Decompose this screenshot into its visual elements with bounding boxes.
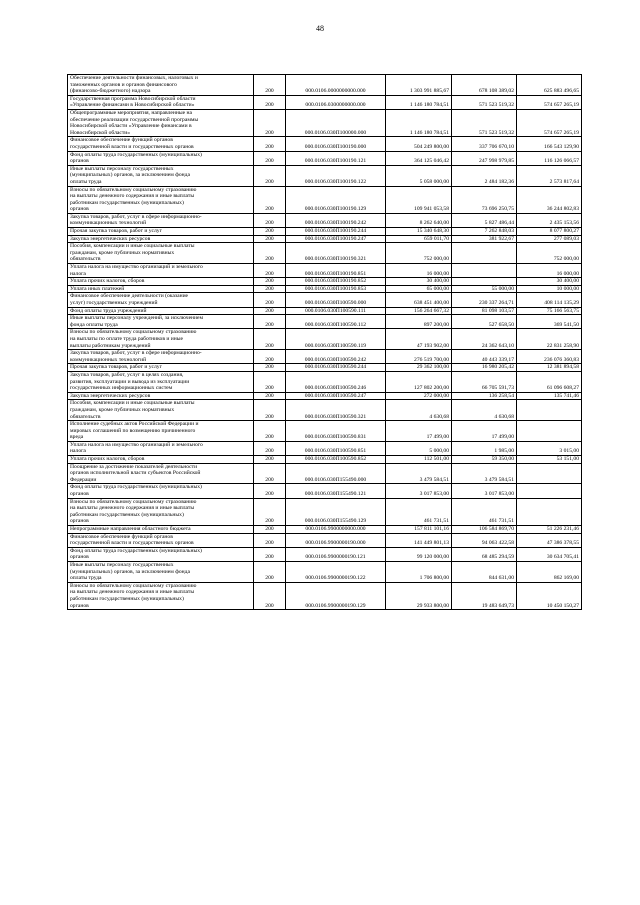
- row-name-cell: Взносы по обязательному социальному страхованию на выплаты денежного содержания и иные выплаты работникам государственных (муниципальных) органов: [68, 186, 254, 213]
- row-unexecuted-cell: 862 169,00: [517, 561, 582, 582]
- table-row: [68, 329, 582, 350]
- row-executed-cell: 337 706 670,10: [452, 137, 517, 151]
- row-unexecuted-cell: 116 126 066,57: [517, 151, 582, 165]
- row-name-cell: Финансовое обеспечение функций органов государственной власти и государственных органов: [68, 533, 254, 547]
- row-approved-cell: 1 303 991 885,67: [386, 75, 452, 96]
- row-unexecuted-cell: 47 386 378,55: [517, 533, 582, 547]
- page-number: 48: [316, 24, 324, 33]
- row-name-cell: Фонд оплаты труда учреждений: [68, 307, 254, 315]
- row-unexecuted-cell: 408 114 135,29: [517, 293, 582, 307]
- table-row: [68, 109, 582, 136]
- row-code-cell: 200: [254, 441, 286, 455]
- row-classification-cell: 000.0106.0300000000.000: [286, 95, 386, 109]
- row-classification-cell: 000.0106.030П100590.831: [286, 421, 386, 442]
- row-executed-cell: 17 499,00: [452, 421, 517, 442]
- row-code-cell: 200: [254, 484, 286, 498]
- row-executed-cell: 19 483 649,73: [452, 582, 517, 609]
- row-classification-cell: 000.0106.030П100190.853: [286, 285, 386, 293]
- table-row: [68, 165, 582, 186]
- row-unexecuted-cell: [517, 463, 582, 484]
- row-executed-cell: 24 362 643,10: [452, 329, 517, 350]
- row-classification-cell: 000.0106.030П100590.242: [286, 350, 386, 364]
- row-approved-cell: 1 146 180 784,51: [386, 109, 452, 136]
- table-row: [68, 463, 582, 484]
- row-unexecuted-cell: 30 400,00: [517, 278, 582, 286]
- table-row: [68, 371, 582, 392]
- row-executed-cell: 136 258,54: [452, 392, 517, 400]
- row-executed-cell: 5 827 486,44: [452, 213, 517, 227]
- row-approved-cell: 29 362 100,00: [386, 364, 452, 372]
- row-code-cell: 200: [254, 165, 286, 186]
- row-classification-cell: 000.0106.030П100190.242: [286, 213, 386, 227]
- row-approved-cell: 752 000,00: [386, 243, 452, 264]
- row-unexecuted-cell: 10 450 150,27: [517, 582, 582, 609]
- table-row: [68, 228, 582, 236]
- table-row: [68, 582, 582, 609]
- row-executed-cell: 81 098 103,57: [452, 307, 517, 315]
- table-row: [68, 75, 582, 96]
- row-code-cell: 200: [254, 456, 286, 464]
- row-classification-cell: 000.0106.030П100190.321: [286, 243, 386, 264]
- row-code-cell: 200: [254, 329, 286, 350]
- row-approved-cell: 65 000,00: [386, 285, 452, 293]
- row-name-cell: Общепрограммные мероприятия, направленные на обеспечение реализации государственной программы Новосибирской области «Управление финансами в Новосибирской области»: [68, 109, 254, 136]
- row-name-cell: Исполнение судебных актов Российской Федерации и мировых соглашений по возмещению причиненного вреда: [68, 421, 254, 442]
- row-unexecuted-cell: 16 000,00: [517, 264, 582, 278]
- row-executed-cell: 1 985,00: [452, 441, 517, 455]
- row-name-cell: Прочая закупка товаров, работ и услуг: [68, 228, 254, 236]
- row-classification-cell: 000.0106.030П100190.852: [286, 278, 386, 286]
- row-executed-cell: 4 630,68: [452, 400, 517, 421]
- row-code-cell: 200: [254, 547, 286, 561]
- row-executed-cell: 678 108 389,02: [452, 75, 517, 96]
- row-name-cell: Закупка энергетических ресурсов: [68, 235, 254, 243]
- row-unexecuted-cell: 30 634 705,41: [517, 547, 582, 561]
- row-unexecuted-cell: 574 657 265,19: [517, 109, 582, 136]
- row-code-cell: 200: [254, 186, 286, 213]
- table-row: [68, 392, 582, 400]
- row-unexecuted-cell: 8 077 800,27: [517, 228, 582, 236]
- row-code-cell: 200: [254, 285, 286, 293]
- row-executed-cell: 230 337 264,71: [452, 293, 517, 307]
- row-unexecuted-cell: 369 541,50: [517, 315, 582, 329]
- row-name-cell: Взносы по обязательному социальному страхованию на выплаты денежного содержания и иные выплаты работникам государственных (муниципальных) органов: [68, 498, 254, 525]
- row-name-cell: Уплата прочих налогов, сборов: [68, 456, 254, 464]
- row-classification-cell: 000.0106.030П100590.111: [286, 307, 386, 315]
- row-unexecuted-cell: 61 096 608,27: [517, 371, 582, 392]
- row-unexecuted-cell: 2 435 153,56: [517, 213, 582, 227]
- row-code-cell: 200: [254, 463, 286, 484]
- row-classification-cell: 000.0106.030П100590.112: [286, 315, 386, 329]
- row-code-cell: 200: [254, 533, 286, 547]
- row-approved-cell: 272 000,00: [386, 392, 452, 400]
- row-approved-cell: 15 340 648,30: [386, 228, 452, 236]
- row-executed-cell: 106 584 869,70: [452, 526, 517, 534]
- row-unexecuted-cell: 36 244 802,83: [517, 186, 582, 213]
- row-code-cell: 200: [254, 582, 286, 609]
- row-approved-cell: 276 519 700,00: [386, 350, 452, 364]
- row-executed-cell: 94 063 422,58: [452, 533, 517, 547]
- table-row: [68, 350, 582, 364]
- row-code-cell: 200: [254, 371, 286, 392]
- row-unexecuted-cell: [517, 421, 582, 442]
- row-classification-cell: 000.0106.9900000190.122: [286, 561, 386, 582]
- row-approved-cell: 157 811 101,16: [386, 526, 452, 534]
- row-code-cell: 200: [254, 421, 286, 442]
- row-code-cell: 200: [254, 498, 286, 525]
- row-name-cell: Взносы по обязательному социальному страхованию на выплаты денежного содержания и иные выплаты работникам государственных (муниципальных) органов: [68, 582, 254, 609]
- row-code-cell: 200: [254, 235, 286, 243]
- row-approved-cell: 897 200,00: [386, 315, 452, 329]
- row-approved-cell: 47 193 902,00: [386, 329, 452, 350]
- row-code-cell: 200: [254, 151, 286, 165]
- table-row: [68, 95, 582, 109]
- row-name-cell: Закупка энергетических ресурсов: [68, 392, 254, 400]
- row-approved-cell: 8 262 640,00: [386, 213, 452, 227]
- table-row: [68, 235, 582, 243]
- row-executed-cell: 247 998 979,85: [452, 151, 517, 165]
- row-name-cell: Пособия, компенсации и иные социальные выплаты гражданам, кроме публичных нормативных обязательств: [68, 400, 254, 421]
- row-unexecuted-cell: [517, 484, 582, 498]
- row-classification-cell: 000.0106.0000000000.000: [286, 75, 386, 96]
- row-name-cell: Уплата налога на имущество организаций и земельного налога: [68, 441, 254, 455]
- row-approved-cell: 17 499,00: [386, 421, 452, 442]
- row-approved-cell: 638 451 400,00: [386, 293, 452, 307]
- row-unexecuted-cell: 166 543 129,90: [517, 137, 582, 151]
- row-code-cell: 200: [254, 307, 286, 315]
- row-executed-cell: 527 658,50: [452, 315, 517, 329]
- row-name-cell: Пособия, компенсации и иные социальные выплаты гражданам, кроме публичных нормативных обязательств: [68, 243, 254, 264]
- row-approved-cell: 141 449 801,13: [386, 533, 452, 547]
- row-classification-cell: 000.0106.030П155490.129: [286, 498, 386, 525]
- row-name-cell: Закупка товаров, работ, услуг в сфере информационно- коммуникационных технологий: [68, 350, 254, 364]
- row-code-cell: 200: [254, 95, 286, 109]
- row-approved-cell: 3 017 853,00: [386, 484, 452, 498]
- row-executed-cell: [452, 264, 517, 278]
- row-classification-cell: 000.0106.030П100590.246: [286, 371, 386, 392]
- row-unexecuted-cell: 22 831 258,90: [517, 329, 582, 350]
- row-executed-cell: 68 485 294,59: [452, 547, 517, 561]
- row-classification-cell: 000.0106.030П100590.000: [286, 293, 386, 307]
- table-row: [68, 278, 582, 286]
- row-unexecuted-cell: 752 000,00: [517, 243, 582, 264]
- row-classification-cell: 000.0106.030П100590.244: [286, 364, 386, 372]
- table-row: [68, 151, 582, 165]
- row-name-cell: Уплата иных платежей: [68, 285, 254, 293]
- table-row: [68, 364, 582, 372]
- row-code-cell: 200: [254, 400, 286, 421]
- table-row: [68, 498, 582, 525]
- row-code-cell: 200: [254, 278, 286, 286]
- row-code-cell: 200: [254, 561, 286, 582]
- table-row: [68, 293, 582, 307]
- row-classification-cell: 000.0106.030П100000.000: [286, 109, 386, 136]
- row-code-cell: 200: [254, 293, 286, 307]
- row-name-cell: Закупка товаров, работ, услуг в целях создания, развития, эксплуатации и вывода из эксплуатации государственных информационных систем: [68, 371, 254, 392]
- table-row: [68, 561, 582, 582]
- table-row: [68, 441, 582, 455]
- row-approved-cell: 99 120 000,00: [386, 547, 452, 561]
- row-executed-cell: 844 631,00: [452, 561, 517, 582]
- row-approved-cell: 29 933 800,00: [386, 582, 452, 609]
- row-unexecuted-cell: 12 381 894,58: [517, 364, 582, 372]
- row-executed-cell: 73 696 250,75: [452, 186, 517, 213]
- table-body: [68, 75, 582, 610]
- row-classification-cell: 000.0106.030П100590.851: [286, 441, 386, 455]
- table-row: [68, 526, 582, 534]
- row-name-cell: Иные выплаты персоналу государственных (муниципальных) органов, за исключением фонда оплаты труда: [68, 165, 254, 186]
- row-name-cell: Иные выплаты персоналу государственных (муниципальных) органов, за исключением фонда оплаты труда: [68, 561, 254, 582]
- row-unexecuted-cell: 574 657 265,19: [517, 95, 582, 109]
- row-executed-cell: 7 262 848,03: [452, 228, 517, 236]
- table-row: [68, 186, 582, 213]
- row-classification-cell: 000.0106.9900000190.121: [286, 547, 386, 561]
- row-classification-cell: 000.0106.030П100190.851: [286, 264, 386, 278]
- row-approved-cell: 16 000,00: [386, 264, 452, 278]
- row-unexecuted-cell: [517, 400, 582, 421]
- row-executed-cell: 66 705 591,73: [452, 371, 517, 392]
- row-approved-cell: 659 011,70: [386, 235, 452, 243]
- row-approved-cell: 112 501,00: [386, 456, 452, 464]
- table-row: [68, 456, 582, 464]
- row-name-cell: Уплата налога на имущество организаций и земельного налога: [68, 264, 254, 278]
- row-unexecuted-cell: 10 000,00: [517, 285, 582, 293]
- row-code-cell: 200: [254, 109, 286, 136]
- table-row: [68, 213, 582, 227]
- row-unexecuted-cell: 236 076 360,83: [517, 350, 582, 364]
- row-approved-cell: 3 479 584,51: [386, 463, 452, 484]
- table-row: [68, 315, 582, 329]
- row-unexecuted-cell: [517, 498, 582, 525]
- row-approved-cell: 1 706 800,00: [386, 561, 452, 582]
- row-classification-cell: 000.0106.9900000190.129: [286, 582, 386, 609]
- row-classification-cell: 000.0106.030П155490.121: [286, 484, 386, 498]
- row-executed-cell: 381 922,67: [452, 235, 517, 243]
- row-code-cell: 200: [254, 137, 286, 151]
- row-executed-cell: 55 000,00: [452, 285, 517, 293]
- row-unexecuted-cell: 3 015,00: [517, 441, 582, 455]
- row-approved-cell: 5 000,00: [386, 441, 452, 455]
- table-row: [68, 137, 582, 151]
- row-name-cell: Обеспечение деятельности финансовых, налоговых и таможенных органов и органов финансового (финансово-бюджетного) надзора: [68, 75, 254, 96]
- row-approved-cell: 30 400,00: [386, 278, 452, 286]
- row-executed-cell: 3 017 853,00: [452, 484, 517, 498]
- row-unexecuted-cell: 51 226 231,46: [517, 526, 582, 534]
- row-code-cell: 200: [254, 243, 286, 264]
- row-classification-cell: 000.0106.030П100190.129: [286, 186, 386, 213]
- row-approved-cell: 1 146 180 784,51: [386, 95, 452, 109]
- row-executed-cell: [452, 243, 517, 264]
- row-approved-cell: 5 058 000,00: [386, 165, 452, 186]
- row-code-cell: 200: [254, 228, 286, 236]
- row-code-cell: 200: [254, 75, 286, 96]
- row-unexecuted-cell: 135 741,46: [517, 392, 582, 400]
- row-approved-cell: 504 249 800,00: [386, 137, 452, 151]
- row-classification-cell: 000.0106.030П100190.244: [286, 228, 386, 236]
- row-unexecuted-cell: 625 883 496,65: [517, 75, 582, 96]
- row-code-cell: 200: [254, 392, 286, 400]
- table-row: [68, 285, 582, 293]
- row-name-cell: Иные выплаты персоналу учреждений, за исключением фонда оплаты труда: [68, 315, 254, 329]
- row-classification-cell: 000.0106.030П100190.247: [286, 235, 386, 243]
- row-name-cell: Взносы по обязательному социальному страхованию на выплаты по оплате труда работников и иные выплаты работникам учреждений: [68, 329, 254, 350]
- row-approved-cell: 461 731,51: [386, 498, 452, 525]
- row-code-cell: 200: [254, 213, 286, 227]
- table-row: [68, 547, 582, 561]
- row-name-cell: Закупка товаров, работ, услуг в сфере информационно- коммуникационных технологий: [68, 213, 254, 227]
- row-name-cell: Непрограммные направления областного бюджета: [68, 526, 254, 534]
- row-classification-cell: 000.0106.030П100590.119: [286, 329, 386, 350]
- row-unexecuted-cell: 53 151,00: [517, 456, 582, 464]
- table-row: [68, 484, 582, 498]
- row-approved-cell: 4 630,68: [386, 400, 452, 421]
- row-executed-cell: 461 731,51: [452, 498, 517, 525]
- row-executed-cell: 59 350,00: [452, 456, 517, 464]
- row-executed-cell: 2 484 182,36: [452, 165, 517, 186]
- table-row: [68, 533, 582, 547]
- row-classification-cell: 000.0106.030П100190.122: [286, 165, 386, 186]
- row-name-cell: Фонд оплаты труда государственных (муниципальных) органов: [68, 484, 254, 498]
- row-name-cell: Государственная программа Новосибирской области «Управление финансами в Новосибирской области»: [68, 95, 254, 109]
- row-code-cell: 200: [254, 350, 286, 364]
- row-approved-cell: 364 125 046,42: [386, 151, 452, 165]
- row-code-cell: 200: [254, 526, 286, 534]
- budget-table: [67, 74, 582, 610]
- row-classification-cell: 000.0106.030П100190.000: [286, 137, 386, 151]
- row-approved-cell: 109 941 053,58: [386, 186, 452, 213]
- row-approved-cell: 127 802 200,00: [386, 371, 452, 392]
- row-name-cell: Фонд оплаты труда государственных (муниципальных) органов: [68, 547, 254, 561]
- table-row: [68, 421, 582, 442]
- row-name-cell: Поощрение за достижение показателей деятельности органов исполнительной власти субъектов Российской Федерации: [68, 463, 254, 484]
- row-code-cell: 200: [254, 315, 286, 329]
- table-row: [68, 243, 582, 264]
- row-unexecuted-cell: 2 573 817,64: [517, 165, 582, 186]
- row-name-cell: Финансовое обеспечение деятельности (оказание услуг) государственных учреждений: [68, 293, 254, 307]
- row-classification-cell: 000.0106.030П100590.321: [286, 400, 386, 421]
- table-row: [68, 307, 582, 315]
- row-name-cell: Уплата прочих налогов, сборов: [68, 278, 254, 286]
- row-executed-cell: 571 523 519,32: [452, 95, 517, 109]
- row-classification-cell: 000.0106.9900000190.000: [286, 533, 386, 547]
- row-unexecuted-cell: 75 166 563,75: [517, 307, 582, 315]
- row-name-cell: Финансовое обеспечение функций органов государственной власти и государственных органов: [68, 137, 254, 151]
- row-executed-cell: 3 479 584,51: [452, 463, 517, 484]
- row-classification-cell: 000.0106.030П100590.852: [286, 456, 386, 464]
- row-executed-cell: [452, 278, 517, 286]
- table-row: [68, 400, 582, 421]
- row-name-cell: Прочая закупка товаров, работ и услуг: [68, 364, 254, 372]
- row-unexecuted-cell: 277 089,03: [517, 235, 582, 243]
- row-name-cell: Фонд оплаты труда государственных (муниципальных) органов: [68, 151, 254, 165]
- row-classification-cell: 000.0106.030П100590.247: [286, 392, 386, 400]
- row-classification-cell: 000.0106.030П155490.000: [286, 463, 386, 484]
- table-row: [68, 264, 582, 278]
- row-approved-cell: 156 264 667,32: [386, 307, 452, 315]
- row-code-cell: 200: [254, 364, 286, 372]
- row-classification-cell: 000.0106.9900000000.000: [286, 526, 386, 534]
- row-executed-cell: 571 523 519,32: [452, 109, 517, 136]
- row-classification-cell: 000.0106.030П100190.121: [286, 151, 386, 165]
- row-executed-cell: 40 443 339,17: [452, 350, 517, 364]
- row-executed-cell: 16 980 205,42: [452, 364, 517, 372]
- row-code-cell: 200: [254, 264, 286, 278]
